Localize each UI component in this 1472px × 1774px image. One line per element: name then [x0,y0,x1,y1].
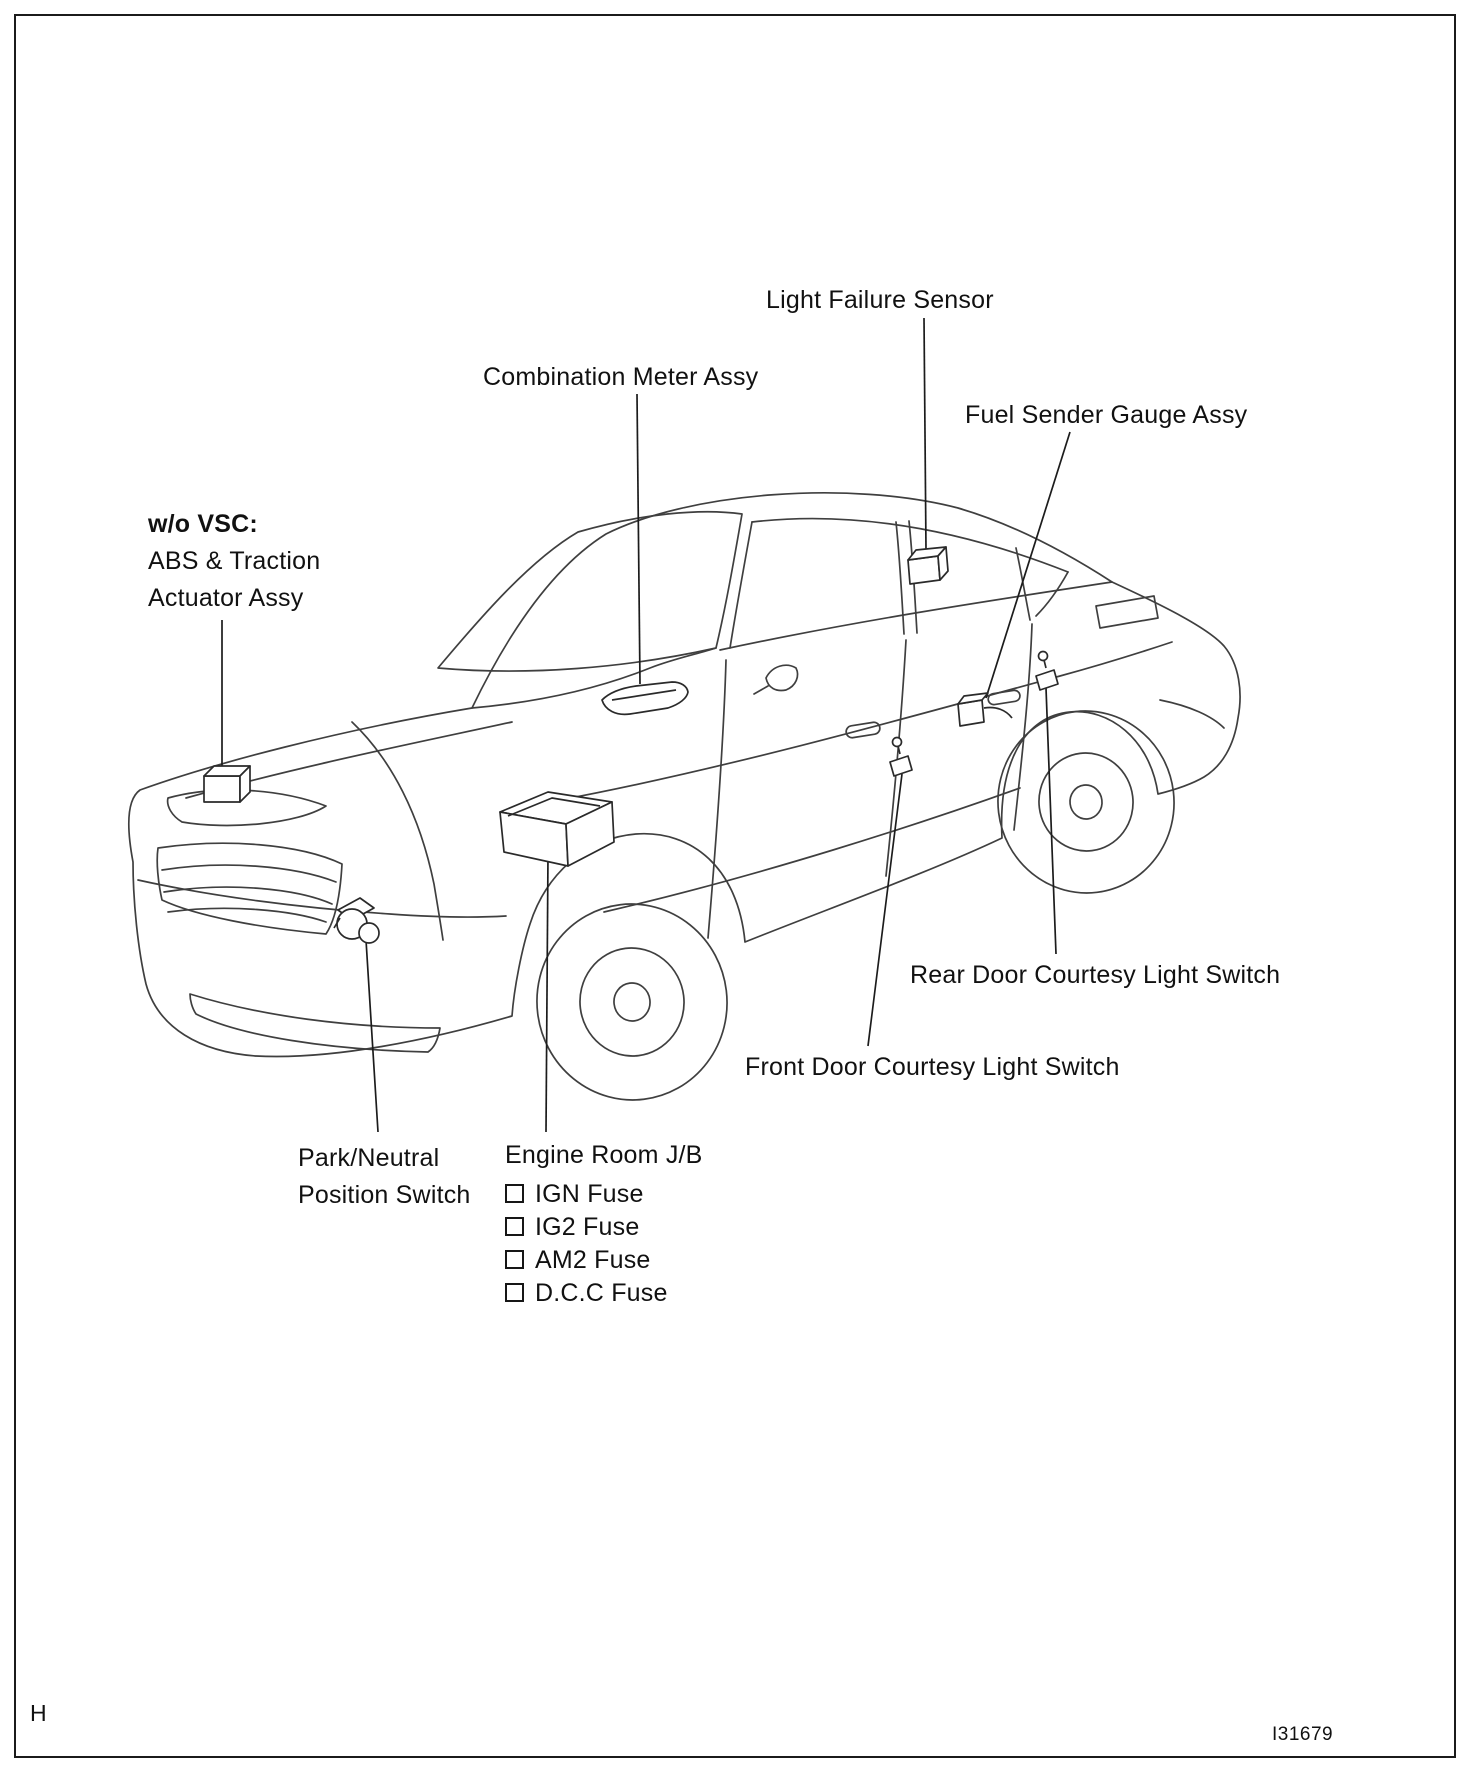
combination-meter-icon [602,682,688,714]
leader-combination-meter [637,394,640,684]
windshield [438,512,742,671]
quarter-window-edge [1036,572,1068,616]
c-pillar-seam [1016,548,1030,620]
front-tire [526,893,738,1111]
label-combination-meter: Combination Meter Assy [483,363,759,391]
leader-rear-door-switch [1046,688,1056,954]
front-door-switch-icon [890,738,912,777]
rear-hub [1068,783,1104,821]
label-abs-line1: ABS & Traction [148,547,321,575]
label-rear-door-courtesy-switch: Rear Door Courtesy Light Switch [910,961,1281,989]
front-rim [574,942,690,1062]
rear-deck-lamp [1096,596,1158,628]
mirror-stalk [754,686,768,694]
fuel-sender-icon [958,693,1012,726]
leader-light-failure-sensor [924,318,926,550]
checkbox-icon [505,1250,524,1269]
label-engine-room-jb: Engine Room J/B [505,1141,703,1169]
engine-room-jb-block [505,1140,703,1309]
figure-code: I31679 [1272,1724,1334,1745]
leader-park-neutral [366,940,378,1132]
b-pillar-line-1 [896,522,904,634]
fuse-label: IGN Fuse [535,1179,644,1208]
side-crease [560,642,1172,800]
label-park-neutral-line1: Park/Neutral [298,1144,440,1172]
component-icons [204,547,1058,943]
grille-slat-1 [162,865,336,882]
rear-door-seam [1014,624,1032,830]
front-door-seam [708,660,726,938]
rear-bumper-crease [1160,700,1224,728]
side-mirror [766,665,798,690]
leader-fuel-sender [986,432,1070,698]
fuse-item [505,1243,703,1276]
label-park-neutral-line2: Position Switch [298,1181,471,1209]
front-wheel [526,893,738,1111]
page-section-marker: H [30,1700,47,1726]
label-abs-prefix: w/o VSC: [148,510,258,538]
front-door-glass-edge [730,522,752,648]
leader-front-door-switch [868,774,902,1046]
fuse-item [505,1177,703,1210]
abs-actuator-icon [204,766,250,802]
front-hub [612,981,652,1023]
label-front-door-courtesy-switch: Front Door Courtesy Light Switch [745,1053,1120,1081]
checkbox-icon [505,1184,524,1203]
leader-lines [222,318,1070,1132]
label-abs-line2: Actuator Assy [148,584,304,612]
leader-engine-room-jb [546,854,548,1132]
fuse-label: D.C.C Fuse [535,1278,668,1307]
checkbox-icon [505,1217,524,1236]
checkbox-icon [505,1283,524,1302]
fuse-label: IG2 Fuse [535,1212,640,1241]
fuse-item [505,1210,703,1243]
fuse-item [505,1276,703,1309]
lower-door-crease [604,788,1020,912]
light-failure-sensor-icon [908,547,948,584]
rear-door-switch-icon [1036,652,1058,691]
label-light-failure-sensor: Light Failure Sensor [766,286,994,314]
label-fuel-sender-gauge: Fuel Sender Gauge Assy [965,401,1248,429]
label-park-neutral-switch [298,1140,471,1214]
park-neutral-switch-icon [334,898,379,943]
engine-room-jb-icon [500,792,614,866]
rear-door-handle [987,690,1020,706]
label-abs-actuator-block [148,506,320,617]
fuse-label: AM2 Fuse [535,1245,651,1274]
